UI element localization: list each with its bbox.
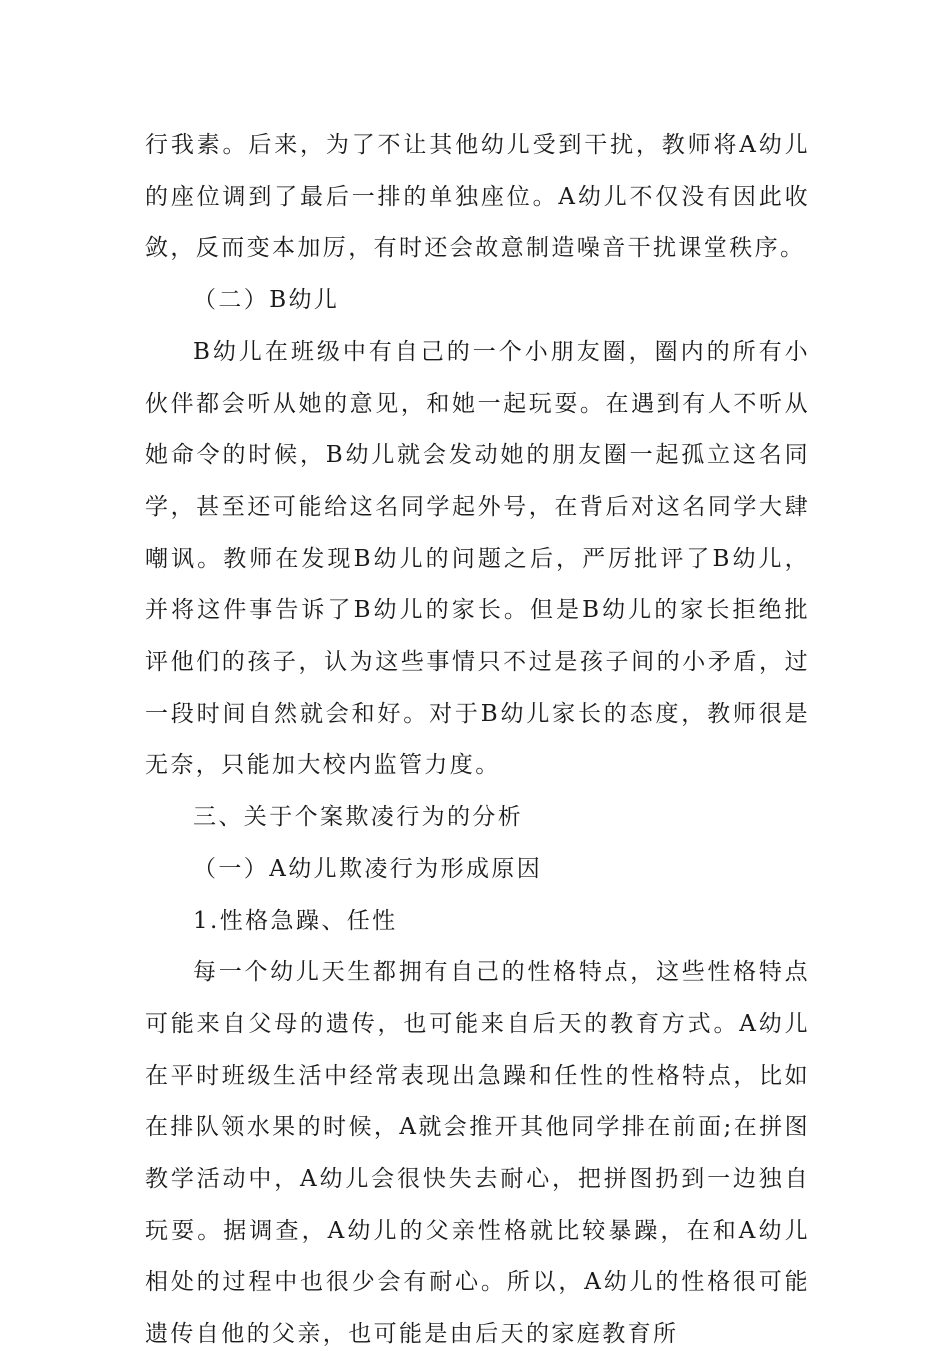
subsection-heading-a-causes: （一）A幼儿欺凌行为形成原因	[193, 855, 543, 882]
document-page	[145, 120, 810, 1361]
point-heading-temperament: 1.性格急躁、任性	[193, 907, 398, 934]
paragraph-b-child: B幼儿在班级中有自己的一个小朋友圈，圈内的所有小伙伴都会听从她的意见，和她一起玩耍。在遇到有人不听从她命令的时候，B幼儿就会发动她的朋友圈一起孤立这名同学，甚至还可能给这名同学起外号，在背后对这名同学大肆嘲讽。教师在发现B幼儿的问题之后，严厉批评了B幼儿，并将这件事告诉了B幼儿的家长。但是B幼儿的家长拒绝批评他们的孩子，认为这些事情只不过是孩子间的小矛盾，过一段时间自然就会和好。对于B幼儿家长的态度，教师很是无奈，只能加大校内监管力度。	[145, 338, 810, 779]
paragraph-continuation: 行我素。后来，为了不让其他幼儿受到干扰，教师将A幼儿的座位调到了最后一排的单独座位。A幼儿不仅没有因此收敛，反而变本加厉，有时还会故意制造噪音干扰课堂秩序。	[145, 132, 810, 262]
paragraph-temperament: 每一个幼儿天生都拥有自己的性格特点，这些性格特点可能来自父母的遗传，也可能来自后天的教育方式。A幼儿在平时班级生活中经常表现出急躁和任性的性格特点，比如在排队领水果的时候，A就会推开其他同学排在前面;在拼图教学活动中，A幼儿会很快失去耐心，把拼图扔到一边独自玩耍。据调查，A幼儿的父亲性格就比较暴躁，在和A幼儿相处的过程中也很少会有耐心。所以，A幼儿的性格很可能遗传自他的父亲，也可能是由后天的家庭教育所	[145, 959, 810, 1348]
section-heading-b-child: （二）B幼儿	[193, 287, 340, 314]
section-heading-analysis: 三、关于个案欺凌行为的分析	[193, 804, 524, 831]
